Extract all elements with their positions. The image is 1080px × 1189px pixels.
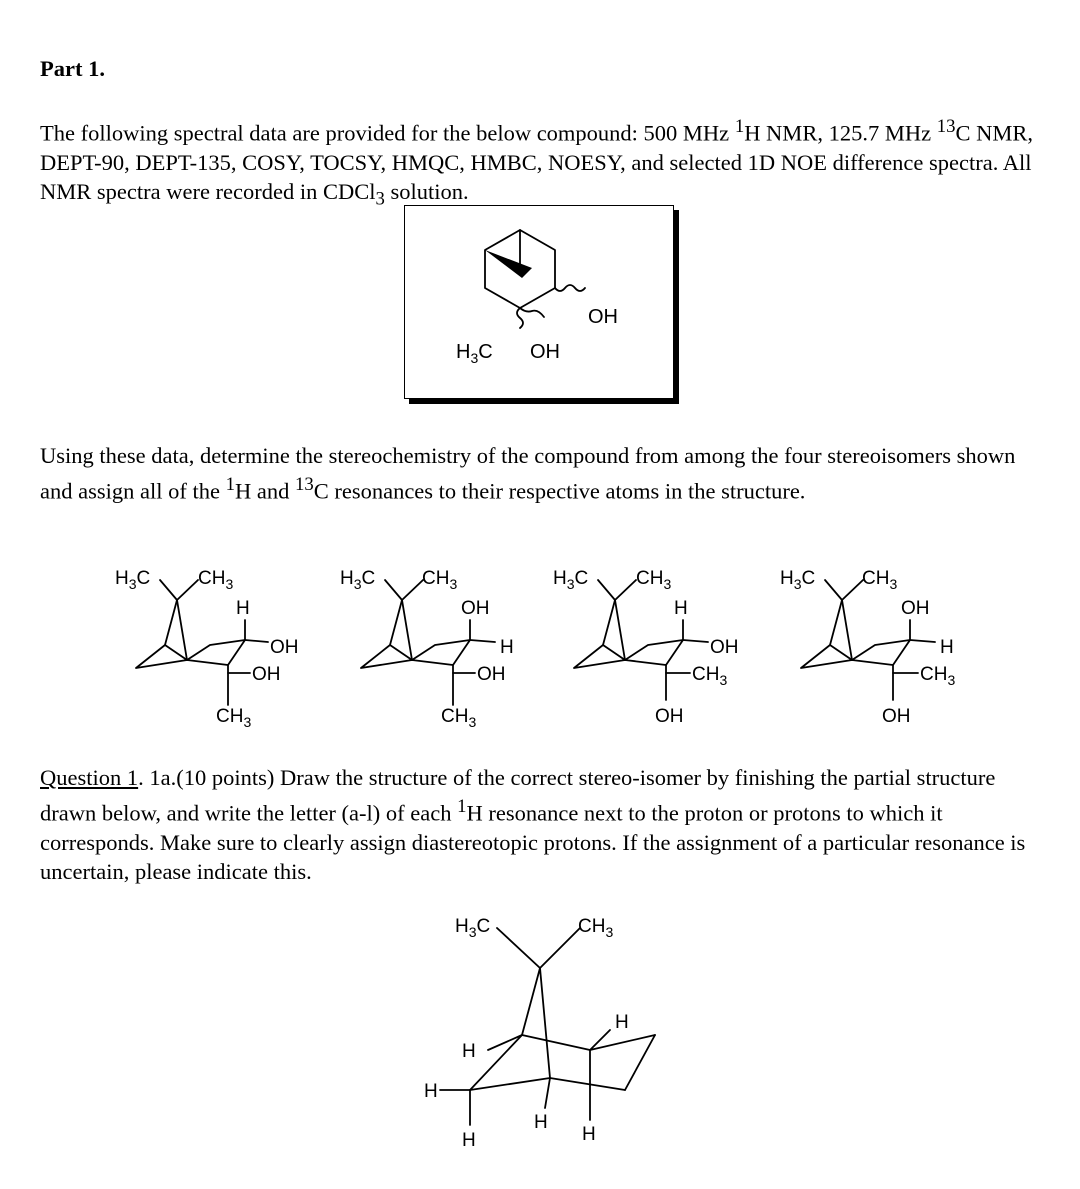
- partial-h-2: H: [424, 1081, 438, 1102]
- isomer-3-h3c: $H_3C$: [553, 568, 589, 592]
- partial-h-5: H: [615, 1012, 629, 1033]
- isomer-3: [553, 568, 739, 727]
- intro-text-4: solution.: [384, 178, 469, 204]
- isomer-2-top-sub: OH: [461, 598, 490, 619]
- isomer-3-top-sub: H: [674, 598, 688, 619]
- isomer-2-bridge-left: [390, 600, 402, 645]
- isomer-2-bottom-sub: $CH_3$: [441, 706, 477, 730]
- isomer-3-ring: [625, 640, 683, 665]
- isomer-4-gem-dimethyl: [825, 580, 863, 600]
- intro-text-2: H NMR, 125.7 MHz: [744, 120, 937, 146]
- isomer-4-h3c: $H_3C$: [780, 568, 816, 592]
- partial-gem-dimethyl: [497, 928, 580, 968]
- isomer-1-bridge-right: [177, 600, 187, 660]
- partial-h-1: H: [462, 1041, 476, 1062]
- isomer-4-left-sub: $CH_3$: [920, 664, 956, 688]
- isomer-4-ch3: $CH_3$: [862, 568, 898, 592]
- isomer-2-gem-dimethyl: [385, 580, 423, 600]
- isomer-4-ring: [852, 640, 910, 665]
- intro-sup-1: 1: [734, 116, 745, 137]
- isomer-1-gem-dimethyl: [160, 580, 198, 600]
- partial-ch3: $CH_3$: [578, 916, 614, 940]
- isomer-2-right-sub: H: [500, 637, 514, 658]
- question-text-1: . 1a.(10 points) Draw the structure of the correct stereo-isomer by finishing the partial structure drawn below, and write the letter (a-l) of each: [40, 765, 996, 826]
- isomer-3-bridge-right: [615, 600, 625, 660]
- isomer-3-gem-dimethyl: [598, 580, 636, 600]
- isomer-2-ch3: $CH_3$: [422, 568, 458, 592]
- partial-bond-2: [470, 1078, 550, 1090]
- intro-paragraph: [40, 112, 1050, 213]
- instr-sup-2: 13: [294, 474, 314, 495]
- partial-h-bond-1: [488, 1035, 522, 1050]
- isomer-3-right-bond: [683, 640, 708, 642]
- partial-structure: [400, 905, 680, 1165]
- wavy-bond-oh: [555, 285, 585, 291]
- isomer-1: [115, 568, 299, 730]
- instructions-paragraph: [40, 441, 1050, 506]
- partial-h-bond-4: [545, 1078, 550, 1108]
- h3c-label: $H_3C$: [456, 341, 493, 366]
- isomer-2-h3c: $H_3C$: [340, 568, 376, 592]
- question-text-2: H resonance next to the proton or protons to which it corresponds. Make sure to clearly assign diastereotopic protons. If the assignment of a particular resonance is uncertain, please indicate this.: [40, 800, 1026, 884]
- question-paragraph: [40, 763, 1050, 886]
- isomer-1-bridge-left: [165, 600, 177, 645]
- isomer-2-ring: [412, 640, 470, 665]
- isomer-1-cyclobutane: [136, 645, 187, 668]
- isomer-4-bottom-sub: OH: [882, 706, 911, 727]
- isomer-1-right-sub: OH: [270, 637, 299, 658]
- isomer-1-right-bond: [245, 640, 268, 642]
- partial-bond-4: [590, 1035, 655, 1050]
- partial-h-3: H: [462, 1130, 476, 1151]
- question-label: Question 1: [40, 765, 139, 790]
- isomer-4: [780, 568, 955, 727]
- partial-h3c: $H_3C$: [455, 916, 491, 940]
- isomer-2-bridge-right: [402, 600, 412, 660]
- isomer-3-bottom-sub: OH: [655, 706, 684, 727]
- isomer-1-ring: [187, 640, 245, 665]
- isomer-1-h3c: $H_3C$: [115, 568, 151, 592]
- isomer-2-left-sub: OH: [477, 664, 506, 685]
- oh-label-2: OH: [530, 341, 560, 363]
- intro-text-3: C NMR, DEPT-90, DEPT-135, COSY, TOCSY, HMQC, HMBC, NOESY, and selected 1D NOE difference spectra. All NMR spectra were recorded in CDCl: [40, 120, 1033, 204]
- isomer-1-bottom-sub: $CH_3$: [216, 706, 252, 730]
- partial-bond-1: [470, 1035, 522, 1090]
- isomer-4-bridge-right: [842, 600, 852, 660]
- isomer-2: [340, 568, 514, 730]
- isomer-4-right-bond: [910, 640, 935, 642]
- intro-sup-2: 13: [936, 116, 956, 137]
- compound-structure: [404, 205, 672, 397]
- isomer-4-bridge-left: [830, 600, 842, 645]
- isomer-3-cyclobutane: [574, 645, 625, 668]
- isomer-2-cyclobutane: [361, 645, 412, 668]
- intro-text-1: The following spectral data are provided for the below compound: 500 MHz: [40, 120, 735, 146]
- question-sup-1: 1: [457, 796, 467, 817]
- wavy-bond-ch3: [517, 308, 523, 328]
- partial-bridge-right: [540, 968, 550, 1078]
- isomer-3-ch3: $CH_3$: [636, 568, 672, 592]
- intro-sub-3: 3: [375, 188, 385, 209]
- instr-sup-1: 1: [225, 474, 235, 495]
- isomer-4-cyclobutane: [801, 645, 852, 668]
- isomer-1-ch3: $CH_3$: [198, 568, 234, 592]
- partial-h-6: H: [582, 1124, 596, 1145]
- wedge-bond: [485, 250, 532, 278]
- isomer-4-top-sub: OH: [901, 598, 930, 619]
- partial-h-4: H: [534, 1112, 548, 1133]
- isomer-4-right-sub: H: [940, 637, 954, 658]
- partial-bond-6: [550, 1078, 625, 1090]
- stereoisomers-row: [0, 555, 1080, 735]
- partial-bond-5: [625, 1035, 655, 1090]
- part-heading: Part 1.: [40, 56, 105, 81]
- isomer-3-left-sub: $CH_3$: [692, 664, 728, 688]
- instr-text-1: Using these data, determine the stereochemistry of the compound from among the four stereoisomers shown and assign all of the: [40, 443, 1016, 504]
- partial-bridge-left: [522, 968, 540, 1035]
- isomer-2-right-bond: [470, 640, 495, 642]
- isomer-1-left-sub: OH: [252, 664, 281, 685]
- wavy-bond-oh2: [520, 308, 544, 317]
- oh-label: OH: [588, 306, 618, 328]
- isomer-1-top-sub: H: [236, 598, 250, 619]
- isomer-3-right-sub: OH: [710, 637, 739, 658]
- instr-text-3: C resonances to their respective atoms in the structure.: [313, 478, 806, 504]
- partial-bond-3: [522, 1035, 590, 1050]
- isomer-3-bridge-left: [603, 600, 615, 645]
- instr-text-2: H and: [234, 478, 295, 504]
